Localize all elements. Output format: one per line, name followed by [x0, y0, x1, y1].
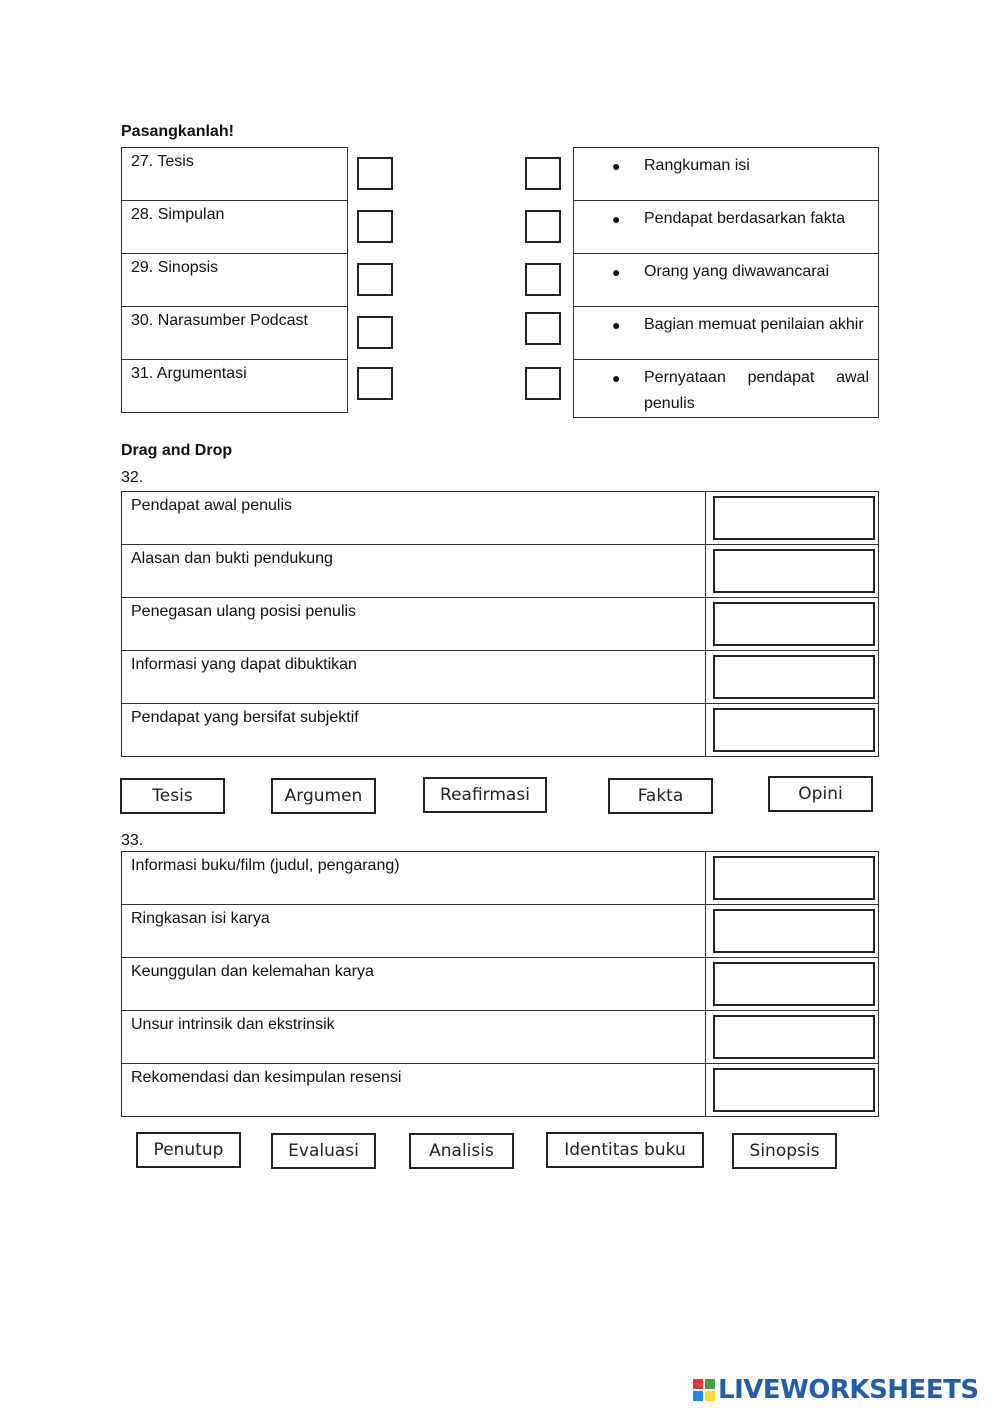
drop-target[interactable] — [713, 1068, 875, 1112]
table-row: Informasi yang dapat dibuktikan — [122, 651, 706, 704]
draggable-option-sinopsis[interactable]: Sinopsis — [732, 1133, 837, 1169]
drop-target[interactable] — [713, 496, 875, 540]
drop-target[interactable] — [713, 909, 875, 953]
liveworksheets-logo — [693, 1375, 979, 1405]
match-point-left-31[interactable] — [357, 367, 393, 400]
matching-left-item: 31. Argumentasi — [122, 360, 348, 413]
match-point-right-3[interactable] — [525, 263, 561, 296]
logo-squares-icon — [693, 1379, 715, 1401]
table-row: Pendapat awal penulis — [122, 492, 706, 545]
match-point-right-2[interactable] — [525, 210, 561, 243]
drop-target[interactable] — [713, 1015, 875, 1059]
matching-right-table — [573, 147, 879, 418]
table-row: Penegasan ulang posisi penulis — [122, 598, 706, 651]
matching-left-item: 27. Tesis — [122, 148, 348, 201]
match-point-left-27[interactable] — [357, 157, 393, 190]
drop-target[interactable] — [713, 655, 875, 699]
table-row: Informasi buku/film (judul, pengarang) — [122, 852, 706, 905]
question-33-table — [121, 851, 879, 1117]
drop-target[interactable] — [713, 549, 875, 593]
match-point-right-5[interactable] — [525, 367, 561, 400]
table-row: Pendapat yang bersifat subjektif — [122, 704, 706, 757]
draggable-option-reafirmasi[interactable]: Reafirmasi — [423, 777, 547, 813]
matching-left-item: 28. Simpulan — [122, 201, 348, 254]
draggable-option-identitas-buku[interactable]: Identitas buku — [546, 1132, 704, 1168]
matching-right-item: ● Pendapat berdasarkan fakta — [574, 201, 879, 254]
logo-square — [705, 1391, 715, 1401]
matching-heading: Pasangkanlah! — [121, 123, 234, 140]
logo-square — [693, 1391, 703, 1401]
matching-left-item: 29. Sinopsis — [122, 254, 348, 307]
table-row: Keunggulan dan kelemahan karya — [122, 958, 706, 1011]
logo-square — [693, 1379, 703, 1389]
matching-left-item: 30. Narasumber Podcast — [122, 307, 348, 360]
draggable-option-evaluasi[interactable]: Evaluasi — [271, 1133, 376, 1169]
table-row: Rekomendasi dan kesimpulan resensi — [122, 1064, 706, 1117]
matching-right-item: ● Rangkuman isi — [574, 148, 879, 201]
match-point-right-1[interactable] — [525, 157, 561, 190]
matching-right-item: ● Pernyataan pendapat awal penulis — [574, 360, 879, 418]
draggable-option-penutup[interactable]: Penutup — [136, 1132, 241, 1168]
match-point-left-29[interactable] — [357, 263, 393, 296]
table-row: Ringkasan isi karya — [122, 905, 706, 958]
brand-name: LIVEWORKSHEETS — [718, 1375, 979, 1405]
matching-left-table — [121, 147, 348, 413]
draggable-option-opini[interactable]: Opini — [768, 776, 873, 812]
drop-target[interactable] — [713, 856, 875, 900]
logo-square — [705, 1379, 715, 1389]
draggable-option-tesis[interactable]: Tesis — [120, 778, 225, 814]
question-33-number: 33. — [121, 832, 144, 849]
matching-right-item: ● Orang yang diwawancarai — [574, 254, 879, 307]
table-row: Unsur intrinsik dan ekstrinsik — [122, 1011, 706, 1064]
match-point-right-4[interactable] — [525, 312, 561, 345]
draggable-option-analisis[interactable]: Analisis — [409, 1133, 514, 1169]
match-point-left-30[interactable] — [357, 316, 393, 349]
question-32-table — [121, 491, 879, 757]
question-32-number: 32. — [121, 469, 144, 486]
drop-target[interactable] — [713, 602, 875, 646]
draggable-option-argumen[interactable]: Argumen — [271, 778, 376, 814]
table-row: Alasan dan bukti pendukung — [122, 545, 706, 598]
drop-target[interactable] — [713, 708, 875, 752]
drop-target[interactable] — [713, 962, 875, 1006]
matching-right-item: ● Bagian memuat penilaian akhir — [574, 307, 879, 360]
dragdrop-heading: Drag and Drop — [121, 442, 233, 459]
draggable-option-fakta[interactable]: Fakta — [608, 778, 713, 814]
match-point-left-28[interactable] — [357, 210, 393, 243]
